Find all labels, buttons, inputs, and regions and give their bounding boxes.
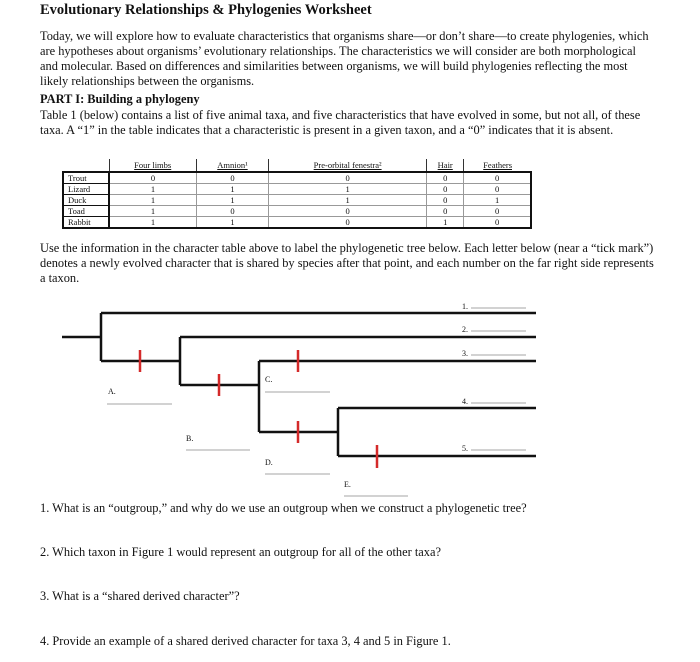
taxon-number-5: 5.: [462, 444, 468, 453]
character-value: 0: [109, 172, 196, 184]
taxon-name: Rabbit: [63, 217, 109, 229]
character-value: 1: [109, 217, 196, 229]
character-value: 0: [464, 206, 531, 217]
character-value: 0: [464, 184, 531, 195]
character-value: 1: [269, 195, 427, 206]
letter-d: D.: [265, 458, 273, 467]
taxon-number-1: 1.: [462, 302, 468, 311]
intro-paragraph: Today, we will explore how to evaluate characteristics that organisms share—or don’t share—to create phylogenies, which are hypotheses about organisms’ evolutionary relationships. The characteristics we will consider are both morphological and molecular. Based on differences and similarities between organisms, we will build phylogenies reflecting the most likely relationships between the organisms.: [40, 29, 649, 88]
character-value: 0: [269, 172, 427, 184]
question-1: 1. What is an “outgroup,” and why do we use an outgroup when we construct a phylogenetic tree?: [40, 501, 527, 515]
character-value: 0: [269, 206, 427, 217]
taxon-number-4: 4.: [462, 397, 468, 406]
letter-a: A.: [108, 387, 116, 396]
character-value: 1: [109, 184, 196, 195]
character-value: 1: [109, 206, 196, 217]
taxon-name: Toad: [63, 206, 109, 217]
character-value: 0: [196, 206, 268, 217]
col-header: Feathers: [464, 159, 531, 172]
col-header: Amnion¹: [196, 159, 268, 172]
character-value: 1: [196, 184, 268, 195]
character-value: 1: [196, 195, 268, 206]
col-header: Pre-orbital fenestra²: [269, 159, 427, 172]
character-value: 1: [427, 217, 464, 229]
character-value: 0: [464, 172, 531, 184]
question-4: 4. Provide an example of a shared derived character for taxa 3, 4 and 5 in Figure 1.: [40, 634, 451, 648]
letter-e: E.: [344, 480, 351, 489]
letter-c: C.: [265, 375, 273, 384]
character-value: 1: [109, 195, 196, 206]
character-value: 1: [464, 195, 531, 206]
character-value: 0: [427, 172, 464, 184]
taxon-name: Lizard: [63, 184, 109, 195]
question-2: 2. Which taxon in Figure 1 would represent an outgroup for all of the other taxa?: [40, 545, 441, 559]
part1-heading: PART I: Building a phylogeny: [40, 92, 200, 106]
character-value: 0: [427, 184, 464, 195]
character-value: 0: [269, 217, 427, 229]
page-title: Evolutionary Relationships & Phylogenies Worksheet: [40, 2, 372, 18]
taxon-name: Duck: [63, 195, 109, 206]
taxon-number-2: 2.: [462, 325, 468, 334]
taxon-name: Trout: [63, 172, 109, 184]
character-value: 0: [427, 195, 464, 206]
character-value: 0: [196, 172, 268, 184]
part1-text: Table 1 (below) contains a list of five animal taxa, and five characteristics that have evolved in some, but not all, of these taxa. A “1” in the table indicates that a characteristic is present in a given taxon, and a “0” indicates that it is absent.: [40, 108, 641, 137]
character-value: 1: [269, 184, 427, 195]
col-header: Four limbs: [109, 159, 196, 172]
character-value: 0: [464, 217, 531, 229]
taxon-number-3: 3.: [462, 349, 468, 358]
col-header: Hair: [427, 159, 464, 172]
tree-instructions: Use the information in the character table above to label the phylogenetic tree below. Each letter below (near a “tick mark”) denotes a newly evolved character that is shared by species after that point, and each number on the far right side represents a taxon.: [40, 241, 654, 285]
character-value: 0: [427, 206, 464, 217]
question-3: 3. What is a “shared derived character”?: [40, 589, 240, 603]
character-value: 1: [196, 217, 268, 229]
letter-b: B.: [186, 434, 194, 443]
